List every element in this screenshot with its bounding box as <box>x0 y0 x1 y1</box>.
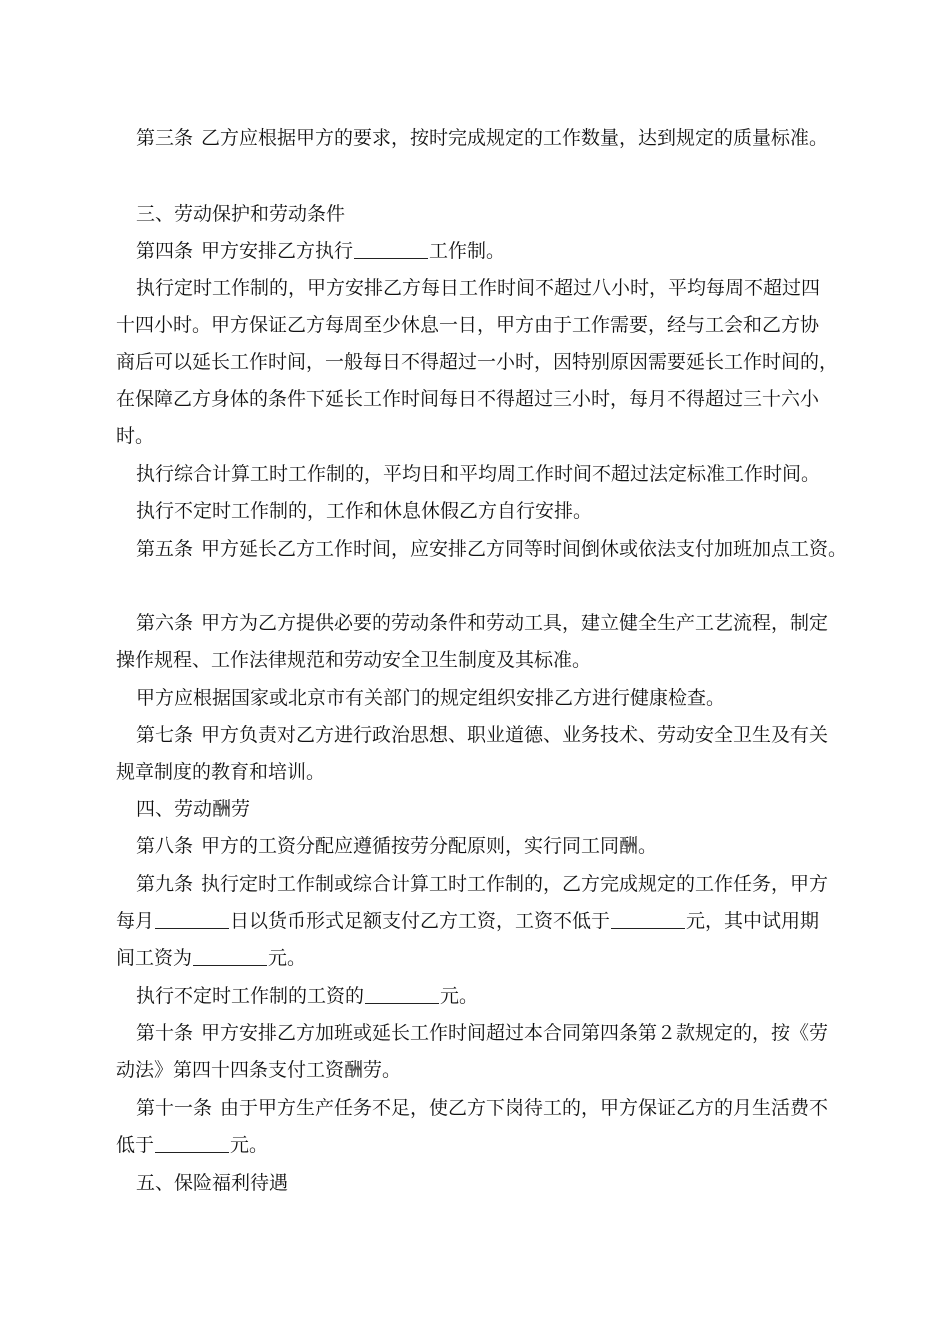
article-11 <box>0 1094 950 1122</box>
paragraph-line: 规章制度的教育和培训。 <box>116 761 326 783</box>
text-segment: 元，其中试用期 <box>686 910 820 932</box>
paragraph-line <box>0 907 950 935</box>
fill-in-blank[interactable] <box>193 947 267 966</box>
paragraph-line: 十四小时。甲方保证乙方每周至少休息一日，甲方由于工作需要，经与工会和乙方协 <box>116 314 820 336</box>
paragraph-line: 商后可以延长工作时间，一般每日不得超过一小时，因特别原因需要延长工作时间的， <box>116 351 839 373</box>
article-number: 第八条 <box>136 835 194 857</box>
article-number: 第五条 <box>136 538 194 560</box>
article-number: 第七条 <box>136 724 194 746</box>
article-number: 第十条 <box>136 1022 194 1044</box>
paragraph-line <box>0 944 950 972</box>
paragraph-line: 时。 <box>116 425 155 447</box>
fill-in-blank[interactable] <box>365 985 439 1004</box>
article-number: 第十一条 <box>136 1097 213 1119</box>
article-10 <box>0 1019 950 1047</box>
text-segment: 低于 <box>116 1134 155 1156</box>
paragraph-line: 在保障乙方身体的条件下延长工作时间每日不得超过三小时，每月不得超过三十六小 <box>116 388 820 410</box>
article-number: 第三条 <box>136 127 194 149</box>
article-text: 甲方为乙方提供必要的劳动条件和劳动工具，建立健全生产工艺流程，制定 <box>201 612 829 634</box>
paragraph-line: 甲方应根据国家或北京市有关部门的规定组织安排乙方进行健康检查。 <box>136 687 726 709</box>
article-7 <box>0 721 950 749</box>
section-heading-4: 四、劳动酬劳 <box>136 798 251 820</box>
article-8 <box>0 832 950 860</box>
text-segment: 元。 <box>268 947 307 969</box>
section-heading-5: 五、保险福利待遇 <box>136 1172 289 1194</box>
article-text: 甲方安排乙方加班或延长工作时间超过本合同第四条第２款规定的，按《劳 <box>201 1022 829 1044</box>
article-text-end: 工作制。 <box>429 240 506 262</box>
article-6 <box>0 609 950 637</box>
article-text: 甲方安排乙方执行 <box>201 240 354 262</box>
text-segment: 元。 <box>440 985 479 1007</box>
article-5 <box>0 535 950 563</box>
paragraph-line: 动法》第四十四条支付工资酬劳。 <box>116 1059 402 1081</box>
article-9 <box>0 870 950 898</box>
text-segment: 元。 <box>230 1134 269 1156</box>
paragraph-line: 操作规程、工作法律规范和劳动安全卫生制度及其标准。 <box>116 649 592 671</box>
text-segment: 间工资为 <box>116 947 193 969</box>
article-text: 执行定时工作制或综合计算工时工作制的，乙方完成规定的工作任务，甲方 <box>201 873 829 895</box>
paragraph-line: 执行综合计算工时工作制的，平均日和平均周工作时间不超过法定标准工作时间。 <box>136 463 821 485</box>
fill-in-blank[interactable] <box>611 910 685 929</box>
paragraph-line: 执行不定时工作制的，工作和休息休假乙方自行安排。 <box>136 500 593 522</box>
fill-in-blank[interactable] <box>354 240 428 259</box>
paragraph-line <box>0 1131 950 1159</box>
article-text: 由于甲方生产任务不足，使乙方下岗待工的，甲方保证乙方的月生活费不 <box>220 1097 829 1119</box>
article-text: 甲方的工资分配应遵循按劳分配原则，实行同工同酬。 <box>201 835 658 857</box>
text-segment: 执行不定时工作制的工资的 <box>136 985 365 1007</box>
fill-in-blank[interactable] <box>155 910 229 929</box>
article-text: 乙方应根据甲方的要求，按时完成规定的工作数量，达到规定的质量标准。 <box>201 127 829 149</box>
text-segment: 日以货币形式足额支付乙方工资，工资不低于 <box>230 910 611 932</box>
paragraph-line: 执行定时工作制的，甲方安排乙方每日工作时间不超过八小时，平均每周不超过四 <box>136 277 821 299</box>
text-segment: 每月 <box>116 910 155 932</box>
article-number: 第四条 <box>136 240 194 262</box>
article-text: 甲方延长乙方工作时间，应安排乙方同等时间倒休或依法支付加班加点工资。 <box>201 538 848 560</box>
article-text: 甲方负责对乙方进行政治思想、职业道德、业务技术、劳动安全卫生及有关 <box>201 724 829 746</box>
article-4 <box>0 237 950 265</box>
paragraph-line <box>0 982 950 1010</box>
article-3 <box>0 124 950 152</box>
fill-in-blank[interactable] <box>155 1134 229 1153</box>
article-number: 第六条 <box>136 612 194 634</box>
section-heading-3: 三、劳动保护和劳动条件 <box>136 203 346 225</box>
article-number: 第九条 <box>136 873 194 895</box>
